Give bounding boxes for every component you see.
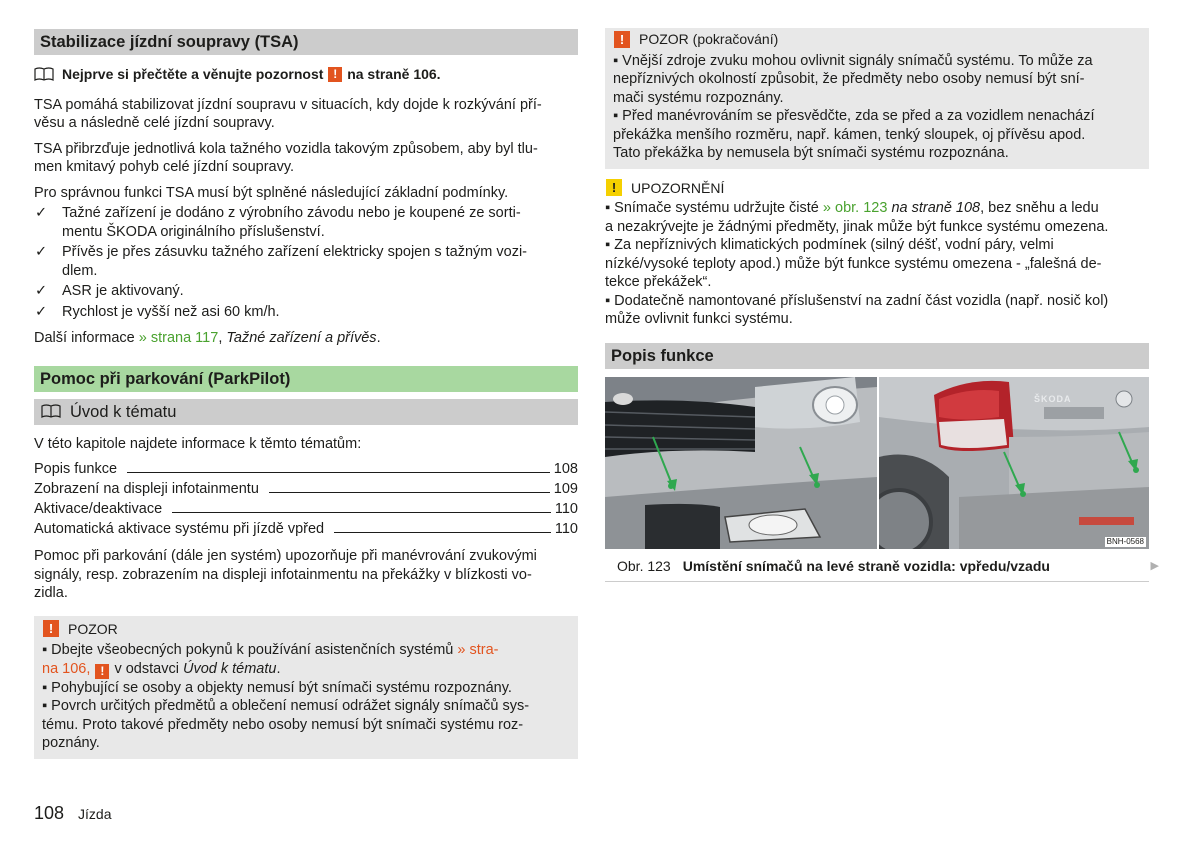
pozor2-b1-line1: ▪ Vnější zdroje zvuku mohou ovlivnit signály snímačů systému. To může za [613,52,1093,69]
check-item [34,282,578,301]
check-2-line1: Přívěs je přes zásuvku tažného zařízení elektricky spojen s tažným vozi- [62,244,527,260]
toc-row[interactable] [34,460,578,480]
check-item [34,204,578,241]
parkpilot-heading [34,366,578,392]
more-info-link[interactable]: » strana 117 [138,330,219,346]
pozor2-b2-line2: překážka menšího rozměru, např. kámen, tenký sloupek, oj přívěsu apod. [613,126,1086,143]
toc-row[interactable] [34,520,578,540]
page-footer [34,804,112,824]
intro-heading [34,399,578,425]
parkpilot-heading-text: Pomoc při parkování (ParkPilot) [40,369,291,388]
pozor-box [34,616,578,759]
check-2-line2: dlem. [62,262,98,279]
pozor-b1-link2[interactable]: na 106, [42,660,91,677]
tsa-note [34,65,578,84]
tsa-checklist [34,204,578,321]
pozor-b1-pre: ▪ Dbejte všeobecných pokynů k používání asistenčních systémů [42,642,454,658]
upo-b3-line2: může ovlivnit funkci systému. [605,311,793,327]
upozorneni-bullet-3 [605,292,1149,329]
caption-number: Obr. 123 [617,557,671,574]
upozorneni-bullet-2 [605,236,1149,292]
toc-row[interactable] [34,500,578,520]
check-1-line2: mentu ŠKODA originálního příslušenství. [62,223,325,240]
section-name: Jízda [78,806,112,822]
toc-page: 110 [554,501,578,517]
toc-row[interactable] [34,480,578,500]
upozorneni-bullet-1 [605,199,1149,236]
pozor-continued-box [605,28,1149,169]
pozor-bullet-3 [42,697,570,753]
upo-b1-line2: a nezakrývejte je žádnými předměty, jinak může být funkce systému omezena. [605,218,1109,235]
more-info-pre: Další informace [34,330,135,346]
warning-icon: ! [43,620,59,637]
front-view-image [605,377,877,549]
tsa-paragraph-3: Pro správnou funkci TSA musí být splněné následující základní podmínky. [34,184,509,201]
pozor-bullet-2: ▪ Pohybující se osoby a objekty nemusí být snímači systému rozpoznány. [42,679,512,696]
check-icon: ✓ [35,303,48,320]
brand-lettering: ŠKODA [1034,393,1072,404]
intro-heading-text: Úvod k tématu [70,402,177,421]
continue-arrow-icon: ▶ [1150,559,1159,572]
image-code: BNH-0568 [1106,536,1144,546]
pozor-b1-em: Úvod k tématu [182,660,277,677]
intro-text: V této kapitole najdete informace k těmto tématům: [34,435,362,452]
right-column [605,28,1159,582]
pozor-continued-title [613,30,1141,49]
book-icon [34,67,54,81]
check-4-text: Rychlost je vyšší než asi 60 km/h. [62,303,280,320]
pozor-b3-line2: tému. Proto takové předměty nebo osoby nemusí být snímači systému roz- [42,716,524,733]
pozor-b3-line3: poznány. [42,735,100,751]
toc-label: Aktivace/deaktivace [34,501,163,517]
toc-leader [269,492,550,493]
pozor2-b1-line3: mači systému rozpoznány. [613,89,784,106]
sensor-figure [605,377,1149,549]
check-icon: ✓ [35,205,48,221]
tsa-heading-text: Stabilizace jízdní soupravy (TSA) [40,33,299,51]
upozorneni-title-text: UPOZORNĚNÍ [631,179,725,196]
check-3-text: ASR je aktivovaný. [62,283,184,299]
tsa-paragraph-1 [34,96,578,133]
upozorneni-title [605,179,1149,198]
upo-b1-post: , bez sněhu a ledu [980,200,1099,216]
upo-b2-line2: nízké/vysoké teploty apod.) může být funkce systému omezena - „falešná de- [605,255,1102,272]
check-text [62,243,527,280]
topic-list [34,460,578,540]
toc-leader [127,472,550,473]
check-1-line1: Tažné zařízení je dodáno z výrobního závodu nebo je koupené ze sorti- [62,205,521,221]
check-icon: ✓ [35,283,48,299]
upo-b1-em: na straně 108 [891,200,981,216]
check-item [34,243,578,280]
tsa-heading [34,29,578,55]
check-item [34,303,578,322]
check-icon: ✓ [35,244,48,260]
caption-text: Umístění snímačů na levé straně vozidla: vpředu/vzadu [682,557,1050,574]
figure-link[interactable]: » obr. 123 [822,200,888,216]
book-icon [40,404,62,418]
upo-b1-pre: ▪ Snímače systému udržujte čisté [605,200,819,216]
tsa-p2-line1: TSA přibrzďuje jednotlivá kola tažného vozidla takovým způsobem, aby byl tlu- [34,140,538,157]
more-info [34,329,578,348]
left-column [34,29,578,759]
popis-heading-text: Popis funkce [611,346,714,365]
tsa-note-post: na straně 106. [347,66,441,82]
tsa-p2-line2: men kmitavý pohyb celé jízdní soupravy. [34,159,295,175]
more-info-sep: , [218,330,227,346]
pozor-continued-title-text: POZOR (pokračování) [639,31,779,47]
pozor2-bullet-2 [613,107,1141,163]
rear-view-image [879,377,1149,549]
more-info-end: . [376,330,381,346]
tsa-note-pre: Nejprve si přečtěte a věnujte pozornost [62,66,324,82]
more-info-title: Tažné zařízení a přívěs [226,330,377,346]
parkpilot-paragraph [34,547,578,603]
pozor-b1-mid: v odstavci [114,660,179,677]
toc-label: Zobrazení na displeji infotainmentu [34,481,259,497]
tsa-p1-line1: TSA pomáhá stabilizovat jízdní soupravu v situacích, kdy dojde k rozkývání pří- [34,96,542,113]
park-p1-line1: Pomoc při parkování (dále jen systém) upozorňuje při manévrování zvukovými [34,548,537,564]
warning-icon: ! [614,31,630,48]
warning-icon: ! [95,664,109,679]
caption-divider [605,581,1149,582]
pozor-bullet-1 [42,641,570,679]
upo-b2-line3: tekce překážek“. [605,274,712,290]
pozor2-bullet-1 [613,52,1141,108]
info-icon: ! [606,179,622,196]
toc-leader [334,532,551,533]
toc-label: Popis funkce [34,461,118,477]
pozor-b1-end: . [276,660,281,677]
pozor-title-text: POZOR [68,620,118,637]
toc-label: Automatická aktivace systému při jízdě vpřed [34,521,325,537]
pozor2-b2-line1: ▪ Před manévrováním se přesvědčte, zda se před a za vozidlem nenachází [613,108,1095,124]
upo-b3-line1: ▪ Dodatečně namontované příslušenství na zadní část vozidla (např. nosič kol) [605,292,1109,309]
toc-leader [172,512,551,513]
pozor2-b1-line2: nepříznivých okolností způsobit, že předměty nebo osoby nemusí být sní- [613,71,1085,87]
pozor2-b2-line3: Tato překážka by nemusela být snímači systému rozpoznána. [613,145,1009,161]
page-number: 108 [34,803,65,823]
toc-page: 109 [553,481,578,497]
toc-page: 108 [553,461,578,477]
check-text [62,204,521,241]
toc-page: 110 [554,521,578,537]
figure-caption [605,557,1159,576]
tsa-paragraph-2 [34,140,578,177]
warning-icon: ! [328,67,342,82]
pozor-title [42,620,570,639]
pozor-b1-link[interactable]: » stra- [457,642,499,658]
park-p1-line2: signály, resp. zobrazením na displeji infotainmentu na překážky v blízkosti vo- [34,566,532,583]
upo-b2-line1: ▪ Za nepříznivých klimatických podmínek (silný déšť, vodní páry, velmi [605,237,1054,253]
tsa-p1-line2: věsu a následně celé jízdní soupravy. [34,115,275,131]
park-p1-line3: zidla. [34,585,68,601]
popis-heading [605,343,1149,369]
pozor-b3-line1: ▪ Povrch určitých předmětů a oblečení nemusí odrážet signály snímačů sys- [42,698,530,714]
